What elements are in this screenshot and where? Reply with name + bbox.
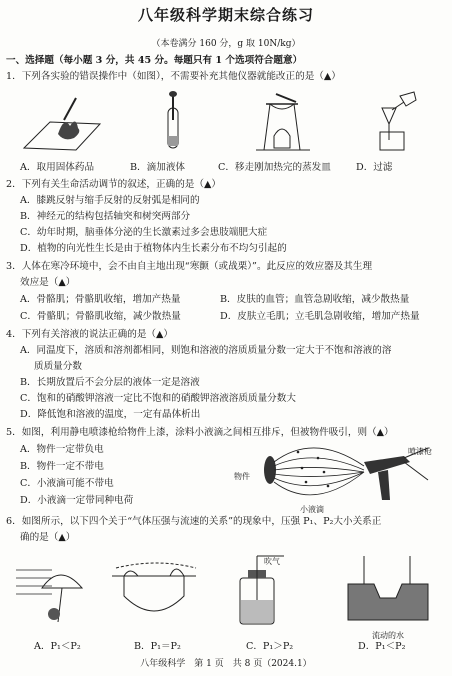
q6-label-flowing-water: 流动的水 — [372, 631, 404, 640]
q3-option-d: D．皮肤立毛肌；立毛肌急剧收缩，增加产热量 — [220, 311, 420, 322]
q4-stem: 4．下列有关溶液的说法正确的是（▲） — [6, 329, 173, 340]
q6-figure-a — [16, 570, 82, 622]
q3-stem-line2: 效应是（▲） — [20, 277, 76, 288]
q6-stem-line1: 6．如图所示，以下四个关于“气体压强与流速的关系”的现象中，压强 P₁、P₂大小关系正 — [6, 516, 382, 527]
q1-option-a: A．取用固体药品 — [20, 162, 95, 173]
q1-stem: 1．下列各实验的错误操作中（如图），不需要补充其他仪器就能改正的是（▲） — [6, 71, 341, 82]
q1-option-d: D．过滤 — [356, 162, 393, 173]
q6-option-b: B．P₁＝P₂ — [134, 641, 181, 652]
q5-label-gun: 喷漆枪 — [408, 447, 432, 456]
q6-option-d: D．P₁＜P₂ — [358, 641, 406, 652]
q6-figures — [12, 548, 442, 638]
q5-label-object: 物件 — [234, 472, 250, 481]
q6-stem-line2: 确的是（▲） — [20, 532, 76, 543]
q2-stem: 2．下列有关生命活动调节的叙述，正确的是（▲） — [6, 179, 221, 190]
q6-figure-b — [112, 563, 196, 611]
q5-label-droplets: 小液滴 — [300, 505, 324, 514]
exam-subtitle: （本卷满分 160 分，g 取 10N/kg） — [151, 39, 301, 49]
q1-figure-d — [380, 92, 416, 150]
q4-option-a-line2: 质质量分数 — [34, 361, 82, 372]
q3-option-c: C．骨骼肌；骨骼肌收缩，减少散热量 — [20, 311, 181, 322]
section-heading: 一、选择题（每小题 3 分，共 45 分。每题只有 1 个选项符合题意） — [6, 55, 303, 66]
q1-figure-a — [24, 98, 100, 150]
q6-figure-d — [348, 556, 428, 620]
q4-option-d: D．降低饱和溶液的温度，一定有晶体析出 — [20, 409, 201, 420]
q2-option-a: A．膝跳反射与缩手反射的反射弧是相同的 — [20, 195, 200, 206]
page-title: 八年级科学期末综合练习 — [137, 6, 314, 24]
q1-figure-c — [256, 94, 310, 150]
q4-option-c: C．饱和的硝酸钾溶液一定比不饱和的硝酸钾溶液溶质质量分数大 — [20, 393, 296, 404]
page-footer: 八年级科学 第 1 页 共 8 页（2024.1） — [140, 659, 312, 669]
q6-option-c: C．P₁＞P₂ — [246, 641, 294, 652]
q5-option-d: D．小液滴一定带同种电荷 — [20, 495, 134, 506]
q5-stem: 5．如图，利用静电喷漆枪给物件上漆，涂料小液滴之间相互排斥，但被物件吸引，则（▲） — [6, 427, 394, 438]
q2-option-b: B．神经元的结构包括轴突和树突两部分 — [20, 211, 191, 222]
q3-stem-line1: 3．人体在寒冷环境中，会不由自主地出现“寒颤（或战栗）”。此反应的效应器及其生理 — [6, 261, 373, 272]
q4-option-b: B．长期放置后不会分层的液体一定是溶液 — [20, 377, 200, 388]
q5-option-a: A．物件一定带负电 — [20, 444, 104, 455]
q1-option-c: C．移走刚加热完的蒸发皿 — [218, 162, 331, 173]
q3-option-a: A．骨骼肌；骨骼肌收缩，增加产热量 — [20, 294, 181, 305]
q4-option-a-line1: A．同温度下，溶质和溶剂都相同，则饱和溶液的溶质质量分数一定大于不饱和溶液的溶 — [20, 345, 392, 356]
q6-option-a: A．P₁＜P₂ — [34, 641, 81, 652]
q6-label-blow: 吹气 — [264, 557, 280, 566]
q5-option-b: B．物件一定不带电 — [20, 461, 104, 472]
q5-option-c: C．小液滴可能不带电 — [20, 478, 114, 489]
q2-option-d: D．植物的向光性生长是由于植物体内生长素分布不均匀引起的 — [20, 243, 287, 254]
q2-option-c: C．幼年时期，脑垂体分泌的生长激素过多会患肢端肥大症 — [20, 227, 268, 238]
q1-option-b: B．滴加液体 — [130, 162, 186, 173]
q1-figures — [20, 90, 440, 158]
q3-option-b: B．皮肤的血管；血管急剧收缩，减少散热量 — [220, 294, 410, 305]
q1-figure-b — [168, 91, 178, 148]
